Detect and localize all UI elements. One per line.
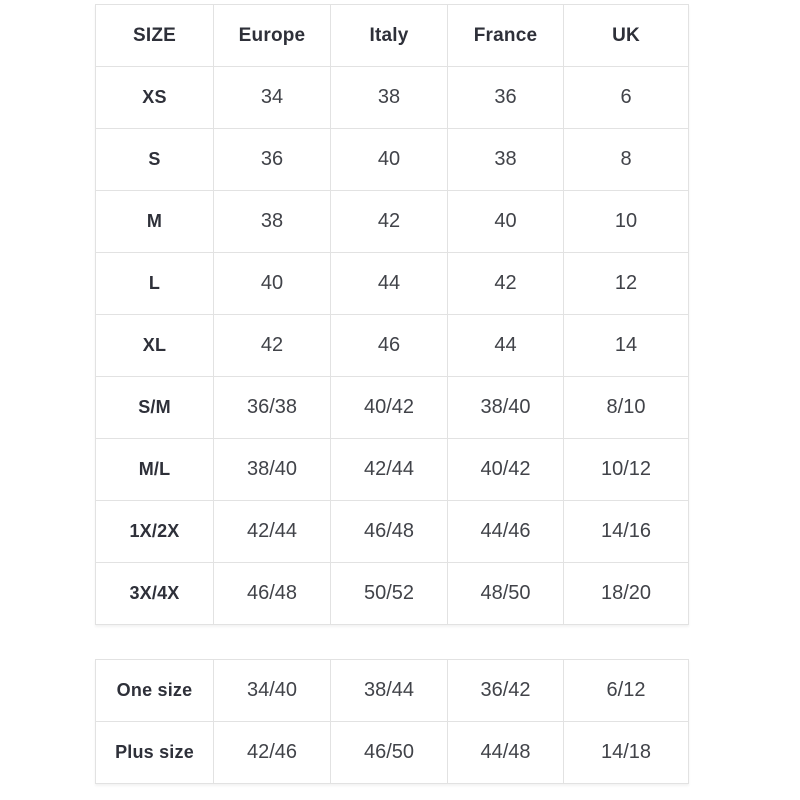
- size-label: M/L: [96, 439, 214, 501]
- italy-value: 46: [331, 315, 448, 377]
- france-value: 48/50: [448, 563, 564, 625]
- france-value: 38: [448, 129, 564, 191]
- column-header-uk: UK: [564, 5, 689, 67]
- table-row-ml: [96, 439, 689, 501]
- uk-value: 10/12: [564, 439, 689, 501]
- france-value: 44/46: [448, 501, 564, 563]
- europe-value: 46/48: [214, 563, 331, 625]
- italy-value: 40/42: [331, 377, 448, 439]
- table-row-s: [96, 129, 689, 191]
- table-row-one-size: [96, 660, 689, 722]
- size-label: 3X/4X: [96, 563, 214, 625]
- europe-value: 34: [214, 67, 331, 129]
- france-value: 42: [448, 253, 564, 315]
- uk-value: 12: [564, 253, 689, 315]
- size-label: XS: [96, 67, 214, 129]
- column-header-france: France: [448, 5, 564, 67]
- size-label: Plus size: [96, 722, 214, 784]
- table-row-xl: [96, 315, 689, 377]
- size-conversion-table: [95, 4, 689, 625]
- uk-value: 6/12: [564, 660, 689, 722]
- table-row-3x4x: [96, 563, 689, 625]
- europe-value: 42/44: [214, 501, 331, 563]
- italy-value: 38/44: [331, 660, 448, 722]
- europe-value: 38: [214, 191, 331, 253]
- table-row-1x2x: [96, 501, 689, 563]
- france-value: 40: [448, 191, 564, 253]
- size-label: One size: [96, 660, 214, 722]
- table-row-m: [96, 191, 689, 253]
- europe-value: 36: [214, 129, 331, 191]
- italy-value: 44: [331, 253, 448, 315]
- size-label: L: [96, 253, 214, 315]
- size-label: XL: [96, 315, 214, 377]
- column-header-size: SIZE: [96, 5, 214, 67]
- france-value: 36/42: [448, 660, 564, 722]
- europe-value: 42: [214, 315, 331, 377]
- table-row-sm: [96, 377, 689, 439]
- uk-value: 14: [564, 315, 689, 377]
- uk-value: 6: [564, 67, 689, 129]
- italy-value: 46/50: [331, 722, 448, 784]
- italy-value: 38: [331, 67, 448, 129]
- table-row-plus-size: [96, 722, 689, 784]
- europe-value: 36/38: [214, 377, 331, 439]
- italy-value: 46/48: [331, 501, 448, 563]
- uk-value: 14/16: [564, 501, 689, 563]
- column-header-italy: Italy: [331, 5, 448, 67]
- uk-value: 10: [564, 191, 689, 253]
- table-row-xs: [96, 67, 689, 129]
- france-value: 44: [448, 315, 564, 377]
- france-value: 38/40: [448, 377, 564, 439]
- europe-value: 34/40: [214, 660, 331, 722]
- size-label: S: [96, 129, 214, 191]
- table-row-l: [96, 253, 689, 315]
- uk-value: 18/20: [564, 563, 689, 625]
- size-label: 1X/2X: [96, 501, 214, 563]
- uk-value: 14/18: [564, 722, 689, 784]
- italy-value: 42: [331, 191, 448, 253]
- france-value: 36: [448, 67, 564, 129]
- france-value: 44/48: [448, 722, 564, 784]
- uk-value: 8/10: [564, 377, 689, 439]
- france-value: 40/42: [448, 439, 564, 501]
- special-sizes-table: [95, 659, 689, 784]
- italy-value: 42/44: [331, 439, 448, 501]
- size-label: M: [96, 191, 214, 253]
- europe-value: 40: [214, 253, 331, 315]
- europe-value: 38/40: [214, 439, 331, 501]
- column-header-europe: Europe: [214, 5, 331, 67]
- europe-value: 42/46: [214, 722, 331, 784]
- italy-value: 50/52: [331, 563, 448, 625]
- table-header-row: [96, 5, 689, 67]
- italy-value: 40: [331, 129, 448, 191]
- uk-value: 8: [564, 129, 689, 191]
- size-label: S/M: [96, 377, 214, 439]
